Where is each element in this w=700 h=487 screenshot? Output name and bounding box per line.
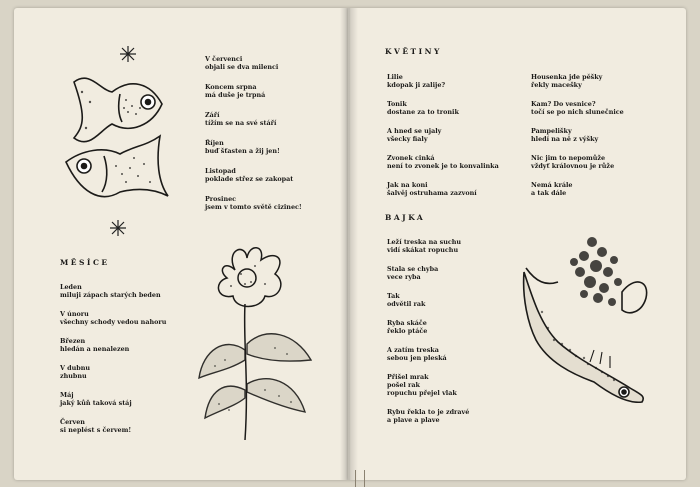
poem-line: Koncem srpna: [205, 83, 257, 91]
fish-illustration: [60, 42, 175, 242]
poem-line: Housenka jde pěšky: [531, 73, 603, 81]
poem-line: Tonik: [387, 100, 407, 108]
poem-line: Ryba skáče: [387, 319, 427, 327]
poem-line: šalvěj ostruhama zazvoní: [387, 189, 477, 197]
poem-stanza: [387, 373, 469, 397]
poem-line: Červen: [60, 418, 85, 426]
poem-line: sebou jen pleská: [387, 354, 447, 362]
poem-line: Nic jim to nepomůže: [531, 154, 606, 162]
poem-stanza: [60, 391, 166, 407]
poem-stanza: [205, 195, 302, 211]
poem-stanza: [205, 167, 302, 183]
bird-figure: [570, 237, 622, 306]
poem-stanza: [387, 100, 499, 116]
poem-stanza: [60, 337, 166, 353]
poem-stanza: [60, 310, 166, 326]
fish-bird-illustration: [518, 232, 668, 407]
poem-line: všechny schody vedou nahoru: [60, 318, 167, 326]
poem-stanza: [387, 408, 469, 424]
book-gutter: [340, 8, 358, 480]
poem-line: buď šťasten a žij jen!: [205, 147, 280, 155]
poem-line: objali se dva milenci: [205, 63, 279, 71]
poem-stanza: [205, 139, 302, 155]
poem-line: Máj: [60, 391, 74, 399]
poem-line: řekly macešky: [531, 81, 582, 89]
poem-line: V únoru: [60, 310, 89, 318]
poem-line: Tak: [387, 292, 400, 300]
poem-line: V červenci: [205, 55, 243, 63]
bajka-column: [387, 238, 469, 424]
poem-stanza: [387, 346, 469, 362]
poem-line: kdopak ji zalije?: [387, 81, 446, 89]
poem-line: vece ryba: [387, 273, 421, 281]
poem-stanza: [205, 111, 302, 127]
poem-stanza: [387, 319, 469, 335]
poem-stanza: [387, 127, 499, 143]
poems-top-column: [205, 55, 302, 211]
poem-line: pošel rak: [387, 381, 420, 389]
poem-line: tížím se na své stáří: [205, 119, 277, 127]
poems-bottom-column: [60, 283, 166, 434]
poem-line: jaký kůň taková stáj: [60, 399, 132, 407]
kvetiny-column-1: [387, 73, 499, 197]
poem-stanza: [387, 154, 499, 170]
poem-line: zhubnu: [60, 372, 87, 380]
poem-line: odvětil rak: [387, 300, 426, 308]
poem-line: Září: [205, 111, 220, 119]
poem-line: Stala se chyba: [387, 265, 439, 273]
poem-stanza: [531, 154, 624, 170]
poem-line: vždyť královnou je růže: [531, 162, 615, 170]
poem-line: hledán a nenalezen: [60, 345, 130, 353]
poem-line: Pampelišky: [531, 127, 572, 135]
flower-illustration: [195, 240, 335, 445]
poem-line: Březen: [60, 337, 86, 345]
kvetiny-column-2: [531, 73, 624, 197]
poem-line: Leden: [60, 283, 82, 291]
poem-stanza: [531, 100, 624, 116]
poem-stanza: [205, 55, 302, 71]
poem-line: Jak na koni: [387, 181, 428, 189]
poem-stanza: [531, 73, 624, 89]
star-icon: [110, 46, 136, 236]
poem-line: poklade střez se zakopat: [205, 175, 294, 183]
poem-stanza: [387, 73, 499, 89]
poem-stanza: [205, 83, 302, 99]
poem-line: si neplést s červem!: [60, 426, 132, 434]
poem-stanza: [387, 265, 469, 281]
section-heading: MĚSÍCE: [60, 258, 110, 267]
poem-line: Přišel mrak: [387, 373, 429, 381]
poem-stanza: [60, 418, 166, 434]
poem-line: jsem v tomto světě cizinec!: [205, 203, 302, 211]
fish-lower: [66, 136, 168, 197]
poem-line: Lilie: [387, 73, 403, 81]
poem-line: Nemá krále: [531, 181, 573, 189]
poem-line: miluji zápach starých beden: [60, 291, 161, 299]
poem-line: Zvonek cinká: [387, 154, 435, 162]
poem-line: dostane za to tronik: [387, 108, 459, 116]
poem-line: Listopad: [205, 167, 236, 175]
section-heading: KVĚTINY: [385, 47, 442, 56]
section-heading: BAJKA: [385, 213, 426, 222]
fish-upper: [74, 78, 162, 142]
poem-line: V dubnu: [60, 364, 91, 372]
poem-stanza: [387, 181, 499, 197]
poem-line: a plave a plave: [387, 416, 440, 424]
poem-line: všecky fialy: [387, 135, 428, 143]
poem-line: Říjen: [205, 139, 224, 147]
poem-stanza: [531, 127, 624, 143]
poem-stanza: [531, 181, 624, 197]
poem-stanza: [60, 364, 166, 380]
binding-thread: [355, 470, 365, 487]
poem-stanza: [60, 283, 166, 299]
poem-line: Prosinec: [205, 195, 237, 203]
poem-line: Leží treska na suchu: [387, 238, 462, 246]
poem-stanza: [387, 292, 469, 308]
poem-line: není to zvonek je to konvalinka: [387, 162, 499, 170]
poem-line: Kam? Do vesnice?: [531, 100, 596, 108]
poem-line: Rybu řekla to je zdravé: [387, 408, 470, 416]
poem-line: A hned se ujaly: [387, 127, 442, 135]
poem-line: hledí na ně z výšky: [531, 135, 599, 143]
poem-stanza: [387, 238, 469, 254]
poem-line: řeklo ptáče: [387, 327, 428, 335]
poem-line: A zatím treska: [387, 346, 439, 354]
poem-line: a tak dále: [531, 189, 567, 197]
poem-line: ropuchu přejel vlak: [387, 389, 457, 397]
poem-line: vidí skákat ropuchu: [387, 246, 459, 254]
poem-line: má duše je trpná: [205, 91, 266, 99]
poem-line: točí se po nich slunečnice: [531, 108, 624, 116]
